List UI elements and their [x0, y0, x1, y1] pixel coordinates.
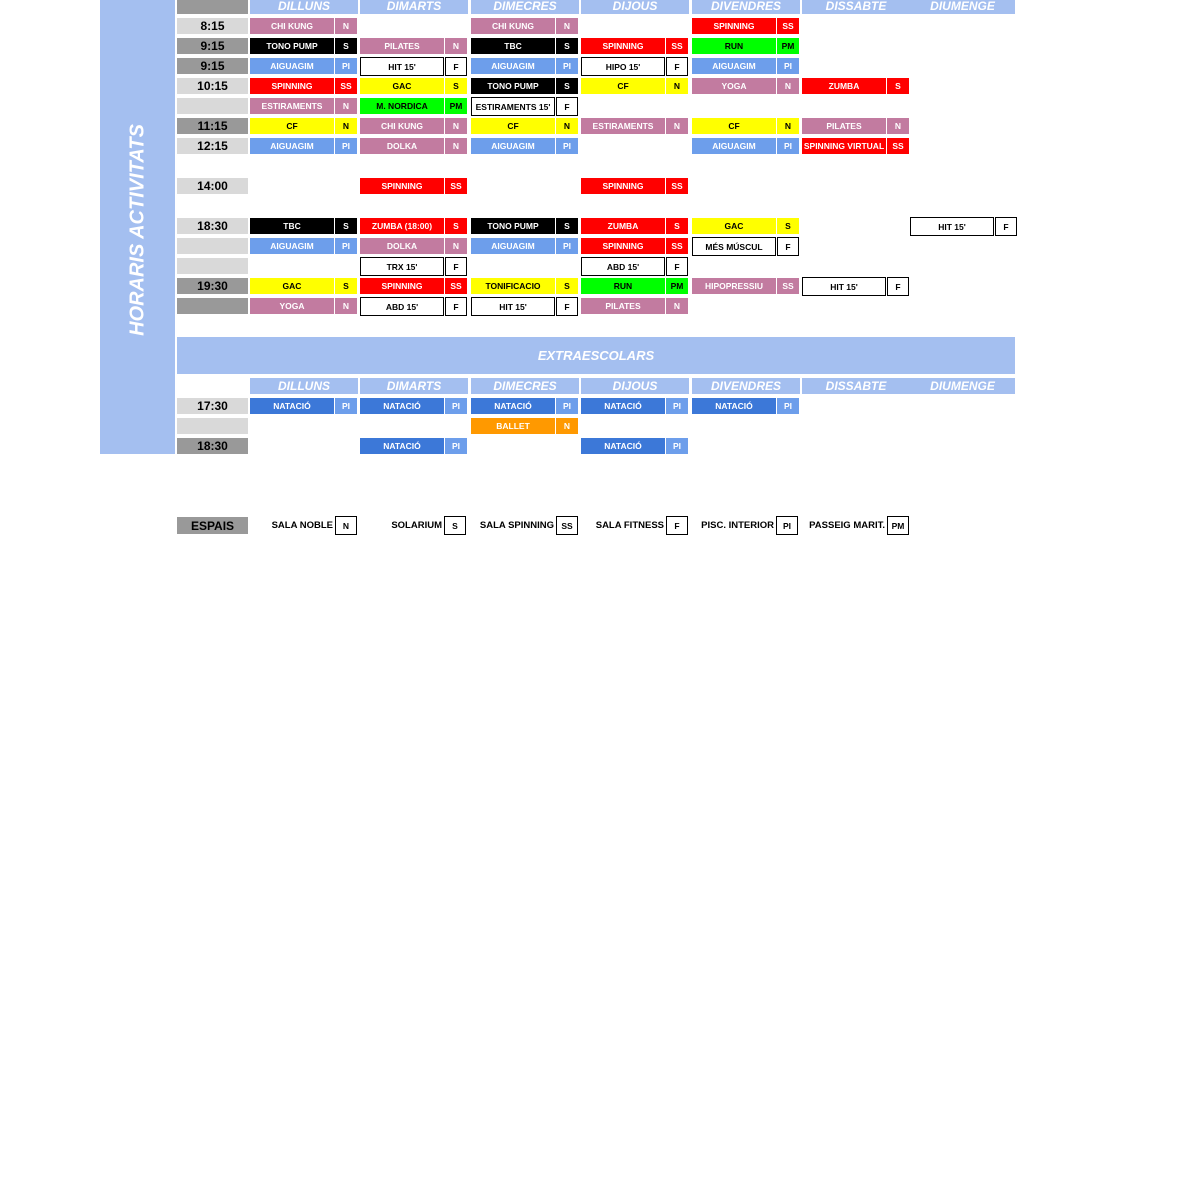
- activity-cell[interactable]: BALLET: [471, 418, 555, 434]
- space-code-badge: N: [445, 118, 467, 134]
- activity-cell[interactable]: AIGUAGIM: [692, 58, 776, 74]
- space-code-badge: S: [335, 278, 357, 294]
- space-code-badge: N: [335, 298, 357, 314]
- activity-cell[interactable]: NATACIÓ: [250, 398, 334, 414]
- space-code-badge: S: [556, 78, 578, 94]
- legend-item-name: PISC. INTERIOR: [701, 520, 774, 531]
- activity-cell[interactable]: AIGUAGIM: [471, 138, 555, 154]
- day-header-diumenge: DIUMENGE: [910, 378, 1015, 394]
- space-code-badge: PI: [556, 238, 578, 254]
- schedule-time-cell: 8:15: [177, 18, 248, 34]
- day-header-diumenge: DIUMENGE: [910, 0, 1015, 14]
- space-code-badge: N: [777, 118, 799, 134]
- day-header-dijous: DIJOUS: [581, 378, 689, 394]
- extra-time-cell: [177, 418, 248, 434]
- space-code-badge: S: [335, 218, 357, 234]
- day-header-dimarts: DIMARTS: [360, 0, 468, 14]
- activity-cell[interactable]: SPINNING: [581, 238, 665, 254]
- space-code-badge: PI: [666, 398, 688, 414]
- space-code-badge: PM: [666, 278, 688, 294]
- day-header-divendres: DIVENDRES: [692, 0, 800, 14]
- space-code-badge: N: [335, 118, 357, 134]
- activity-cell[interactable]: DOLKA: [360, 138, 444, 154]
- activity-cell[interactable]: SPINNING: [581, 38, 665, 54]
- schedule-time-cell: [177, 258, 248, 274]
- space-code-badge: S: [556, 278, 578, 294]
- space-code-badge: S: [556, 218, 578, 234]
- space-code-badge: N: [887, 118, 909, 134]
- space-code-badge: N: [445, 238, 467, 254]
- space-code-badge: F: [445, 297, 467, 316]
- day-header-dimecres: DIMECRES: [471, 378, 579, 394]
- activity-cell[interactable]: NATACIÓ: [581, 398, 665, 414]
- legend-item-name: SALA FITNESS: [595, 520, 664, 531]
- activity-cell[interactable]: CHI KUNG: [250, 18, 334, 34]
- space-code-badge: N: [335, 98, 357, 114]
- legend-label: ESPAIS: [177, 517, 248, 534]
- activity-cell[interactable]: CF: [581, 78, 665, 94]
- activity-cell[interactable]: TONO PUMP: [471, 78, 555, 94]
- space-code-badge: SS: [777, 278, 799, 294]
- activity-cell[interactable]: SPINNING: [692, 18, 776, 34]
- schedule-time-cell: 18:30: [177, 218, 248, 234]
- activity-cell[interactable]: ABD 15': [360, 297, 444, 316]
- legend-item-code: F: [666, 516, 688, 535]
- activity-cell[interactable]: ESTIRAMENTS: [581, 118, 665, 134]
- activity-cell[interactable]: HIT 15': [471, 297, 555, 316]
- space-code-badge: PI: [335, 138, 357, 154]
- day-header-dimarts: DIMARTS: [360, 378, 468, 394]
- activity-cell[interactable]: CF: [471, 118, 555, 134]
- space-code-badge: SS: [777, 18, 799, 34]
- legend-item-name: SALA NOBLE: [271, 520, 333, 531]
- activity-cell[interactable]: CF: [692, 118, 776, 134]
- activity-cell[interactable]: TBC: [250, 218, 334, 234]
- space-code-badge: N: [666, 118, 688, 134]
- activity-cell[interactable]: NATACIÓ: [581, 438, 665, 454]
- space-code-badge: F: [777, 237, 799, 256]
- activity-cell[interactable]: TONO PUMP: [250, 38, 334, 54]
- space-code-badge: PI: [777, 398, 799, 414]
- day-header-dissabte: DISSABTE: [802, 0, 910, 14]
- activity-cell[interactable]: GAC: [692, 218, 776, 234]
- activity-cell[interactable]: YOGA: [692, 78, 776, 94]
- day-header-divendres: DIVENDRES: [692, 378, 800, 394]
- legend-item-code: PI: [776, 516, 798, 535]
- activity-cell[interactable]: TRX 15': [360, 257, 444, 276]
- space-code-badge: N: [666, 78, 688, 94]
- activity-cell[interactable]: DOLKA: [360, 238, 444, 254]
- space-code-badge: N: [335, 18, 357, 34]
- schedule-time-cell: 19:30: [177, 278, 248, 294]
- space-code-badge: PI: [666, 438, 688, 454]
- activity-cell[interactable]: NATACIÓ: [360, 398, 444, 414]
- space-code-badge: N: [556, 418, 578, 434]
- space-code-badge: S: [777, 218, 799, 234]
- space-code-badge: S: [445, 78, 467, 94]
- activity-cell[interactable]: AIGUAGIM: [250, 58, 334, 74]
- space-code-badge: SS: [445, 178, 467, 194]
- activity-cell[interactable]: ZUMBA: [802, 78, 886, 94]
- space-code-badge: SS: [666, 238, 688, 254]
- activity-cell[interactable]: HIT 15': [802, 277, 886, 296]
- schedule-time-cell: 9:15: [177, 58, 248, 74]
- activity-cell[interactable]: RUN: [692, 38, 776, 54]
- activity-cell[interactable]: AIGUAGIM: [471, 58, 555, 74]
- space-code-badge: N: [777, 78, 799, 94]
- activity-cell[interactable]: RUN: [581, 278, 665, 294]
- space-code-badge: F: [445, 57, 467, 76]
- day-header-dimecres: DIMECRES: [471, 0, 579, 14]
- space-code-badge: F: [666, 57, 688, 76]
- extraescolars-title: EXTRAESCOLARS: [177, 337, 1015, 374]
- activity-cell[interactable]: YOGA: [250, 298, 334, 314]
- corner-cell: [177, 0, 248, 14]
- activity-cell[interactable]: TBC: [471, 38, 555, 54]
- activity-cell[interactable]: SPINNING: [360, 178, 444, 194]
- legend-item-name: SALA SPINNING: [479, 520, 554, 531]
- space-code-badge: PI: [556, 138, 578, 154]
- legend-item-name: PASSEIG MARIT.: [809, 520, 885, 531]
- space-code-badge: F: [556, 97, 578, 116]
- legend-item-code: S: [444, 516, 466, 535]
- schedule-time-cell: [177, 298, 248, 314]
- space-code-badge: SS: [887, 138, 909, 154]
- space-code-badge: PI: [445, 438, 467, 454]
- schedule-time-cell: [177, 98, 248, 114]
- space-code-badge: N: [666, 298, 688, 314]
- space-code-badge: PI: [335, 58, 357, 74]
- space-code-badge: PI: [445, 398, 467, 414]
- extra-time-cell: 18:30: [177, 438, 248, 454]
- space-code-badge: SS: [445, 278, 467, 294]
- schedule-time-cell: [177, 238, 248, 254]
- space-code-badge: F: [666, 257, 688, 276]
- space-code-badge: PI: [335, 398, 357, 414]
- schedule-title: HORARIS ACTIVITATS: [126, 124, 149, 336]
- space-code-badge: PI: [556, 58, 578, 74]
- schedule-time-cell: 14:00: [177, 178, 248, 194]
- activity-cell[interactable]: HIT 15': [910, 217, 994, 236]
- activity-cell[interactable]: MÉS MÚSCUL: [692, 237, 776, 256]
- schedule-time-cell: 10:15: [177, 78, 248, 94]
- legend-item-code: SS: [556, 516, 578, 535]
- activity-cell[interactable]: CF: [250, 118, 334, 134]
- activity-cell[interactable]: GAC: [360, 78, 444, 94]
- space-code-badge: PM: [777, 38, 799, 54]
- activity-cell[interactable]: SPINNING: [360, 278, 444, 294]
- activity-cell[interactable]: AIGUAGIM: [250, 138, 334, 154]
- activity-cell[interactable]: SPINNING: [250, 78, 334, 94]
- legend-item-code: PM: [887, 516, 909, 535]
- activity-cell[interactable]: AIGUAGIM: [250, 238, 334, 254]
- legend-item-code: N: [335, 516, 357, 535]
- activity-cell[interactable]: CHI KUNG: [471, 18, 555, 34]
- schedule-time-cell: 11:15: [177, 118, 248, 134]
- schedule-time-cell: 9:15: [177, 38, 248, 54]
- activity-cell[interactable]: M. NORDICA: [360, 98, 444, 114]
- space-code-badge: F: [445, 257, 467, 276]
- space-code-badge: S: [556, 38, 578, 54]
- space-code-badge: N: [445, 138, 467, 154]
- day-header-dissabte: DISSABTE: [802, 378, 910, 394]
- legend-item-name: SOLARIUM: [391, 520, 442, 531]
- space-code-badge: F: [556, 297, 578, 316]
- activity-cell[interactable]: CHI KUNG: [360, 118, 444, 134]
- activity-cell[interactable]: NATACIÓ: [360, 438, 444, 454]
- space-code-badge: PI: [777, 138, 799, 154]
- activity-cell[interactable]: NATACIÓ: [471, 398, 555, 414]
- space-code-badge: PM: [445, 98, 467, 114]
- space-code-badge: PI: [777, 58, 799, 74]
- space-code-badge: PI: [335, 238, 357, 254]
- space-code-badge: SS: [666, 38, 688, 54]
- activity-cell[interactable]: AIGUAGIM: [692, 138, 776, 154]
- extra-time-cell: 17:30: [177, 398, 248, 414]
- activity-cell[interactable]: AIGUAGIM: [471, 238, 555, 254]
- activity-cell[interactable]: HIPO 15': [581, 57, 665, 76]
- activity-cell[interactable]: ESTIRAMENTS 15': [471, 97, 555, 116]
- space-code-badge: F: [887, 277, 909, 296]
- day-header-dilluns: DILLUNS: [250, 0, 358, 14]
- activity-cell[interactable]: PILATES: [360, 38, 444, 54]
- activity-cell[interactable]: HIPOPRESSIU: [692, 278, 776, 294]
- activity-cell[interactable]: ZUMBA (18:00): [360, 218, 444, 234]
- activity-cell[interactable]: GAC: [250, 278, 334, 294]
- activity-cell[interactable]: ESTIRAMENTS: [250, 98, 334, 114]
- activity-cell[interactable]: ZUMBA: [581, 218, 665, 234]
- activity-cell[interactable]: TONO PUMP: [471, 218, 555, 234]
- day-header-dijous: DIJOUS: [581, 0, 689, 14]
- space-code-badge: N: [556, 118, 578, 134]
- activity-cell[interactable]: SPINNING: [581, 178, 665, 194]
- space-code-badge: PI: [556, 398, 578, 414]
- activity-cell[interactable]: HIT 15': [360, 57, 444, 76]
- space-code-badge: SS: [335, 78, 357, 94]
- activity-cell[interactable]: NATACIÓ: [692, 398, 776, 414]
- space-code-badge: S: [666, 218, 688, 234]
- activity-cell[interactable]: PILATES: [581, 298, 665, 314]
- space-code-badge: SS: [666, 178, 688, 194]
- activity-cell[interactable]: TONIFICACIO: [471, 278, 555, 294]
- space-code-badge: S: [887, 78, 909, 94]
- space-code-badge: S: [335, 38, 357, 54]
- space-code-badge: N: [445, 38, 467, 54]
- space-code-badge: S: [445, 218, 467, 234]
- schedule-time-cell: 12:15: [177, 138, 248, 154]
- space-code-badge: F: [995, 217, 1017, 236]
- day-header-dilluns: DILLUNS: [250, 378, 358, 394]
- space-code-badge: N: [556, 18, 578, 34]
- activity-cell[interactable]: PILATES: [802, 118, 886, 134]
- activity-cell[interactable]: ABD 15': [581, 257, 665, 276]
- activity-cell[interactable]: SPINNING VIRTUAL: [802, 138, 886, 154]
